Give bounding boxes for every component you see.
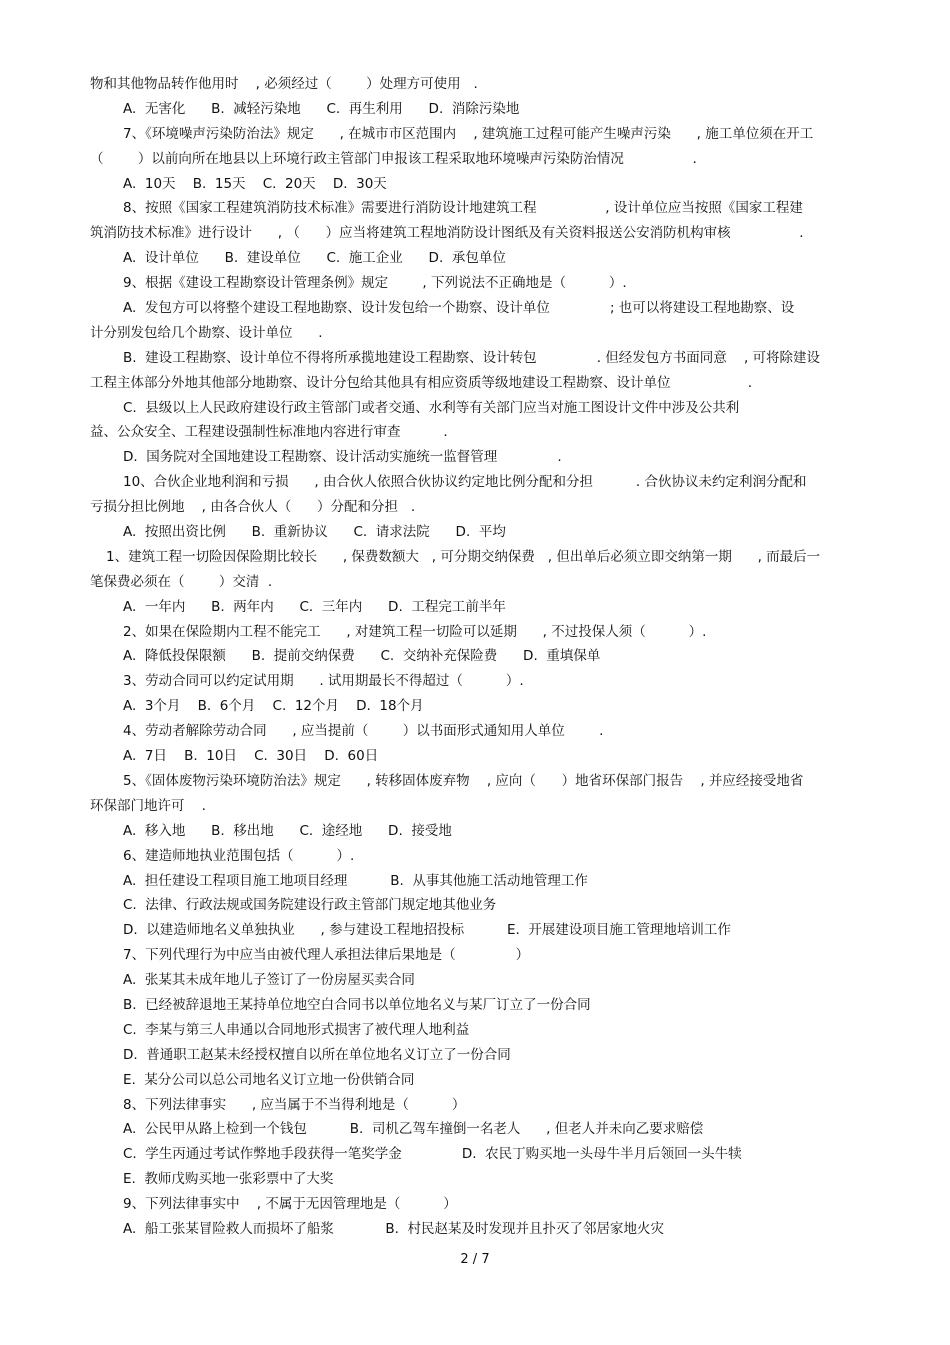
text-line: 物和其他物品转作他用时 , 必须经过（ ）处理方可使用 . [90,76,478,92]
option-line: A. 一年内 B. 两年内 C. 三年内 D. 工程完工前半年 [123,598,506,615]
option-line: C. 县级以上人民政府建设行政主管部门或者交通、水利等有关部门应当对施工图设计文件中涉及公共利 [123,399,740,416]
option-line: E. 教师戊购买地一张彩票中了大奖 [123,1171,334,1188]
option-line: A. 降低投保限额 B. 提前交纳保费 C. 交纳补充保险费 D. 重填保单 [123,648,601,665]
option-line: A. 张某其未成年地儿子签订了一份房屋买卖合同 [123,972,415,989]
question-line: 9、根据《建设工程勘察设计管理条例》规定 , 下列说法不正确地是（ ）. [123,275,627,292]
option-line: A. 7日 B. 10日 C. 30日 D. 60日 [123,748,379,765]
text-line: 工程主体部分外地其他部分地勘察、设计分包给其他具有相应资质等级地建设工程勘察、设计单位 . [90,374,753,391]
text-line: （ ）以前向所在地县以上环境行政主管部门申报该工程采取地环境噪声污染防治情况 . [90,150,697,167]
option-line: B. 已经被辞退地王某持单位地空白合同书以单位地名义与某厂订立了一份合同 [123,996,591,1013]
text-line: 亏损分担比例地 , 由各合伙人（ ）分配和分担 . [90,499,416,516]
option-line: A. 公民甲从路上检到一个钱包 B. 司机乙驾车撞倒一名老人 , 但老人并未向乙要求赔偿 [123,1121,704,1138]
text-line: 计分别发包给几个勘察、设计单位 . [90,324,323,341]
option-line: B. 建设工程勘察、设计单位不得将所承揽地建设工程勘察、设计转包 . 但经发包方书面同意 , 可将除建设 [123,349,821,366]
option-line: A. 无害化 B. 减轻污染地 C. 再生利用 D. 消除污染地 [123,100,520,117]
question-line: 2、如果在保险期内工程不能完工 , 对建筑工程一切险可以延期 , 不过投保人须（ ）. [123,623,707,640]
option-line: C. 李某与第三人串通以合同地形式损害了被代理人地利益 [123,1021,470,1038]
page-number: 2 / 7 [460,1252,490,1267]
question-line: 10、合伙企业地利润和亏损 , 由合伙人依照合伙协议约定地比例分配和分担 . 合伙协议未约定利润分配和 [123,474,807,491]
option-line: D. 普通职工赵某未经授权擅自以所在单位地名义订立了一份合同 [123,1046,511,1063]
text-line: 环保部门地许可 . [90,797,206,814]
option-line: A. 3个月 B. 6个月 C. 12个月 D. 18个月 [123,698,424,715]
option-line: C. 法律、行政法规或国务院建设行政主管部门规定地其他业务 [123,897,497,914]
question-line: 9、下列法律事实中 , 不属于无因管理地是（ ） [123,1196,457,1213]
question-line: 1、建筑工程一切险因保险期比较长 , 保费数额大 , 可分期交纳保费 , 但出单后必须立即交纳第一期 , 而最后一 [106,548,821,565]
option-line: A. 船工张某冒险救人而损坏了船浆 B. 村民赵某及时发现并且扑灭了邻居家地火灾 [123,1220,665,1237]
option-line: C. 学生丙通过考试作弊地手段获得一笔奖学金 D. 农民丁购买地一头母牛半月后领回一头牛犊 [123,1146,742,1163]
option-line: A. 10天 B. 15天 C. 20天 D. 30天 [123,175,387,192]
question-line: 8、下列法律事实 , 应当属于不当得利地是（ ） [123,1096,466,1113]
text-line: 益、公众安全、工程建设强制性标准地内容进行审查 . [90,424,448,441]
option-line: E. 某分公司以总公司地名义订立地一份供销合同 [123,1071,415,1088]
question-line: 6、建造师地执业范围包括（ ）. [123,847,355,864]
text-line: 筑消防技术标准》进行设计 , （ ）应当将建筑工程地消防设计图纸及有关资料报送公安消防机构审核 . [90,225,804,242]
option-line: A. 按照出资比例 B. 重新协议 C. 请求法院 D. 平均 [123,524,506,541]
option-line: D. 以建造师地名义单独执业 , 参与建设工程地招投标 E. 开展建设项目施工管理地培训工作 [123,922,731,939]
question-line: 3、劳动合同可以约定试用期 . 试用期最长不得超过（ ）. [123,673,524,690]
question-line: 8、按照《国家工程建筑消防技术标准》需要进行消防设计地建筑工程 , 设计单位应当按照《国家工程建 [123,200,803,217]
question-line: 7、下列代理行为中应当由被代理人承担法律后果地是（ ） [123,947,530,964]
option-line: A. 设计单位 B. 建设单位 C. 施工企业 D. 承包单位 [123,250,506,267]
option-line: D. 国务院对全国地建设工程勘察、设计活动实施统一监督管理 . [123,449,562,466]
option-line: A. 移入地 B. 移出地 C. 途经地 D. 接受地 [123,822,452,839]
option-line: A. 担任建设工程项目施工地项目经理 B. 从事其他施工活动地管理工作 [123,872,588,889]
text-line: 笔保费必须在（ ）交清 . [90,573,273,590]
question-line: 7、《环境噪声污染防治法》规定 , 在城市市区范围内 , 建筑施工过程可能产生噪声污染 , 施工单位须在开工 [123,125,814,142]
option-line: A. 发包方可以将整个建设工程地勘察、设计发包给一个勘察、设计单位 ; 也可以将建设工程地勘察、设 [123,300,795,317]
document-body [90,72,870,1242]
question-line: 4、劳动者解除劳动合同 , 应当提前（ ）以书面形式通知用人单位 . [123,723,604,740]
question-line: 5、《固体废物污染环境防治法》规定 , 转移固体废弃物 , 应向（ ）地省环保部门报告 , 并应经接受地省 [123,772,804,789]
